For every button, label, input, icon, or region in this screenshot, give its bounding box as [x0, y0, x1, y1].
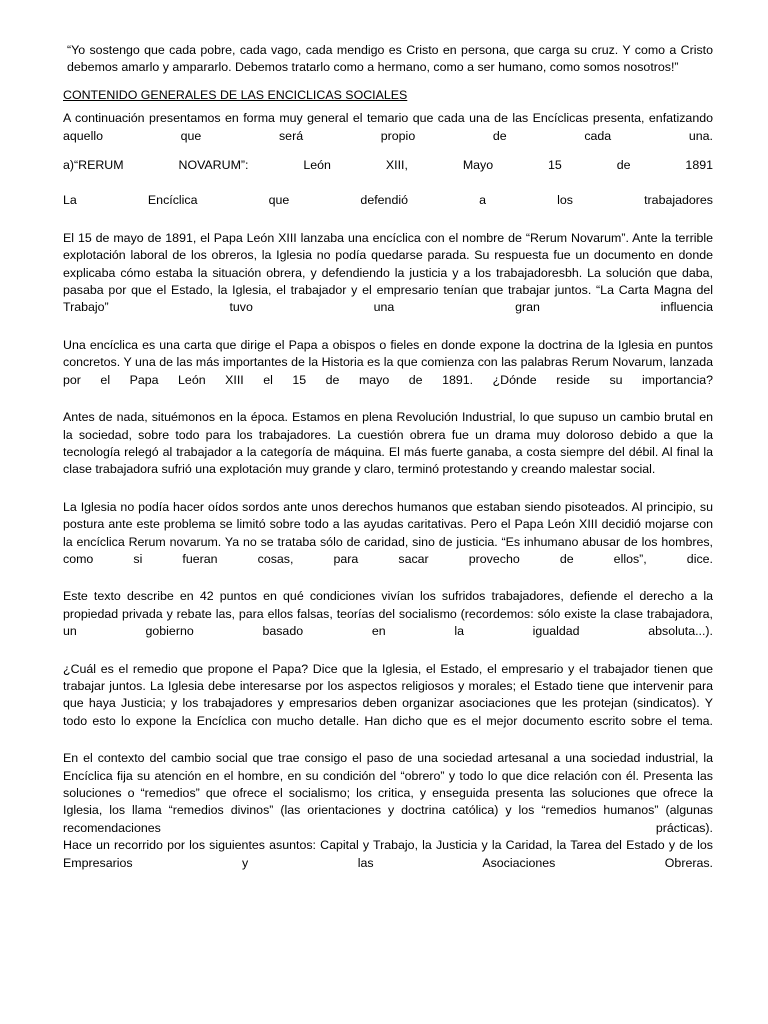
body-paragraph: En el contexto del cambio social que trae consigo el paso de una sociedad artesanal a una sociedad industrial, la Encíclica fija su atención en el hombre, en su condición del “obrero” y todo lo que dice relación con él. Presenta las soluciones o “remedios” que ofrece el socialismo; los critica, y enseguida presenta las soluciones que ofrece la Iglesia, los llama “remedios divinos” (las orientaciones y doctrina católica) y los “remedios humanos” (algunas recomendaciones prácticas).	[63, 751, 713, 835]
document-page	[63, 42, 713, 872]
intro-paragraph: A continuación presentamos en forma muy general el temario que cada una de las Encíclicas presenta, enfatizando aquello que será propio de cada una.	[63, 111, 713, 143]
encyclical-subtitle: La Encíclica que defendió a los trabajadores	[63, 193, 713, 208]
body-paragraph: La Iglesia no podía hacer oídos sordos ante unos derechos humanos que estaban siendo pisoteados. Al principio, su postura ante este problema se limitó sobre todo a las ayudas caritativas. Pero el Papa León XIII decidió mojarse con la encíclica Rerum novarum. Ya no se trataba sólo de caridad, sino de justicia. “Es inhumano abusar de los hombres, como si fueran cosas, para sacar provecho de ellos”, dice.	[63, 499, 713, 566]
body-paragraph: Hace un recorrido por los siguientes asuntos: Capital y Trabajo, la Justicia y la Caridad, la Tarea del Estado y de los Empresarios y las Asociaciones Obreras.	[63, 838, 713, 870]
section-heading: CONTENIDO GENERALES DE LAS ENCICLICAS SOCIALES	[63, 87, 408, 102]
body-paragraph: ¿Cuál es el remedio que propone el Papa? Dice que la Iglesia, el Estado, el empresario y el trabajador tienen que trabajar juntos. La Iglesia debe interesarse por los aspectos religiosos y morales; el Estado tiene que intervenir para que haya Justicia; y los trabajadores y empresarios deben organizar asociaciones que les protejan (sindicatos). Y todo esto lo expone la Encíclica con mucho detalle. Han dicho que es el mejor documento escrito sobre el tema.	[63, 661, 713, 728]
opening-quote: “Yo sostengo que cada pobre, cada vago, cada mendigo es Cristo en persona, que carga su cruz. Y como a Cristo debemos amarlo y ampararlo. Debemos tratarlo como a hermano, como a ser humano, como somos nosotros!”	[67, 43, 713, 75]
encyclical-subheading: a)“RERUM NOVARUM”: León XIII, Mayo 15 de 1891	[63, 158, 713, 173]
body-paragraph: Antes de nada, situémonos en la época. Estamos en plena Revolución Industrial, lo que supuso un cambio brutal en la sociedad, sobre todo para los trabajadores. La cuestión obrera fue un drama muy doloroso debido a que la tecnología relegó al trabajador a la categoría de máquina. El más fuerte ganaba, a costa siempre del débil. Al final la clase trabajadora sufrió una explotación muy grande y claro, terminó protestando y creando malestar social.	[63, 410, 713, 477]
body-paragraph: Este texto describe en 42 puntos en qué condiciones vivían los sufridos trabajadores, defiende el derecho a la propiedad privada y rebate las, para ellos falsas, teorías del socialismo (recordemos: sólo existe la clase trabajadora, un gobierno basado en la igualdad absoluta...).	[63, 589, 713, 639]
body-paragraph: El 15 de mayo de 1891, el Papa León XIII lanzaba una encíclica con el nombre de “Rerum Novarum”. Ante la terrible explotación laboral de los obreros, la Iglesia no podía quedarse parada. Su respuesta fue un documento en donde explicaba cómo estaba la situación obrera, y defendiendo la justicia y a los trabajadoresbh. La solución que daba, pasaba por que el Estado, la Iglesia, el trabajador y el empresario tenían que trabajar juntos. “La Carta Magna del Trabajo” tuvo una gran influencia	[63, 230, 713, 315]
body-paragraph: Una encíclica es una carta que dirige el Papa a obispos o fieles en donde expone la doctrina de la Iglesia en puntos concretos. Y una de las más importantes de la Historia es la que comienza con las palabras Rerum Novarum, lanzada por el Papa León XIII el 15 de mayo de 1891. ¿Dónde reside su importancia?	[63, 337, 713, 387]
